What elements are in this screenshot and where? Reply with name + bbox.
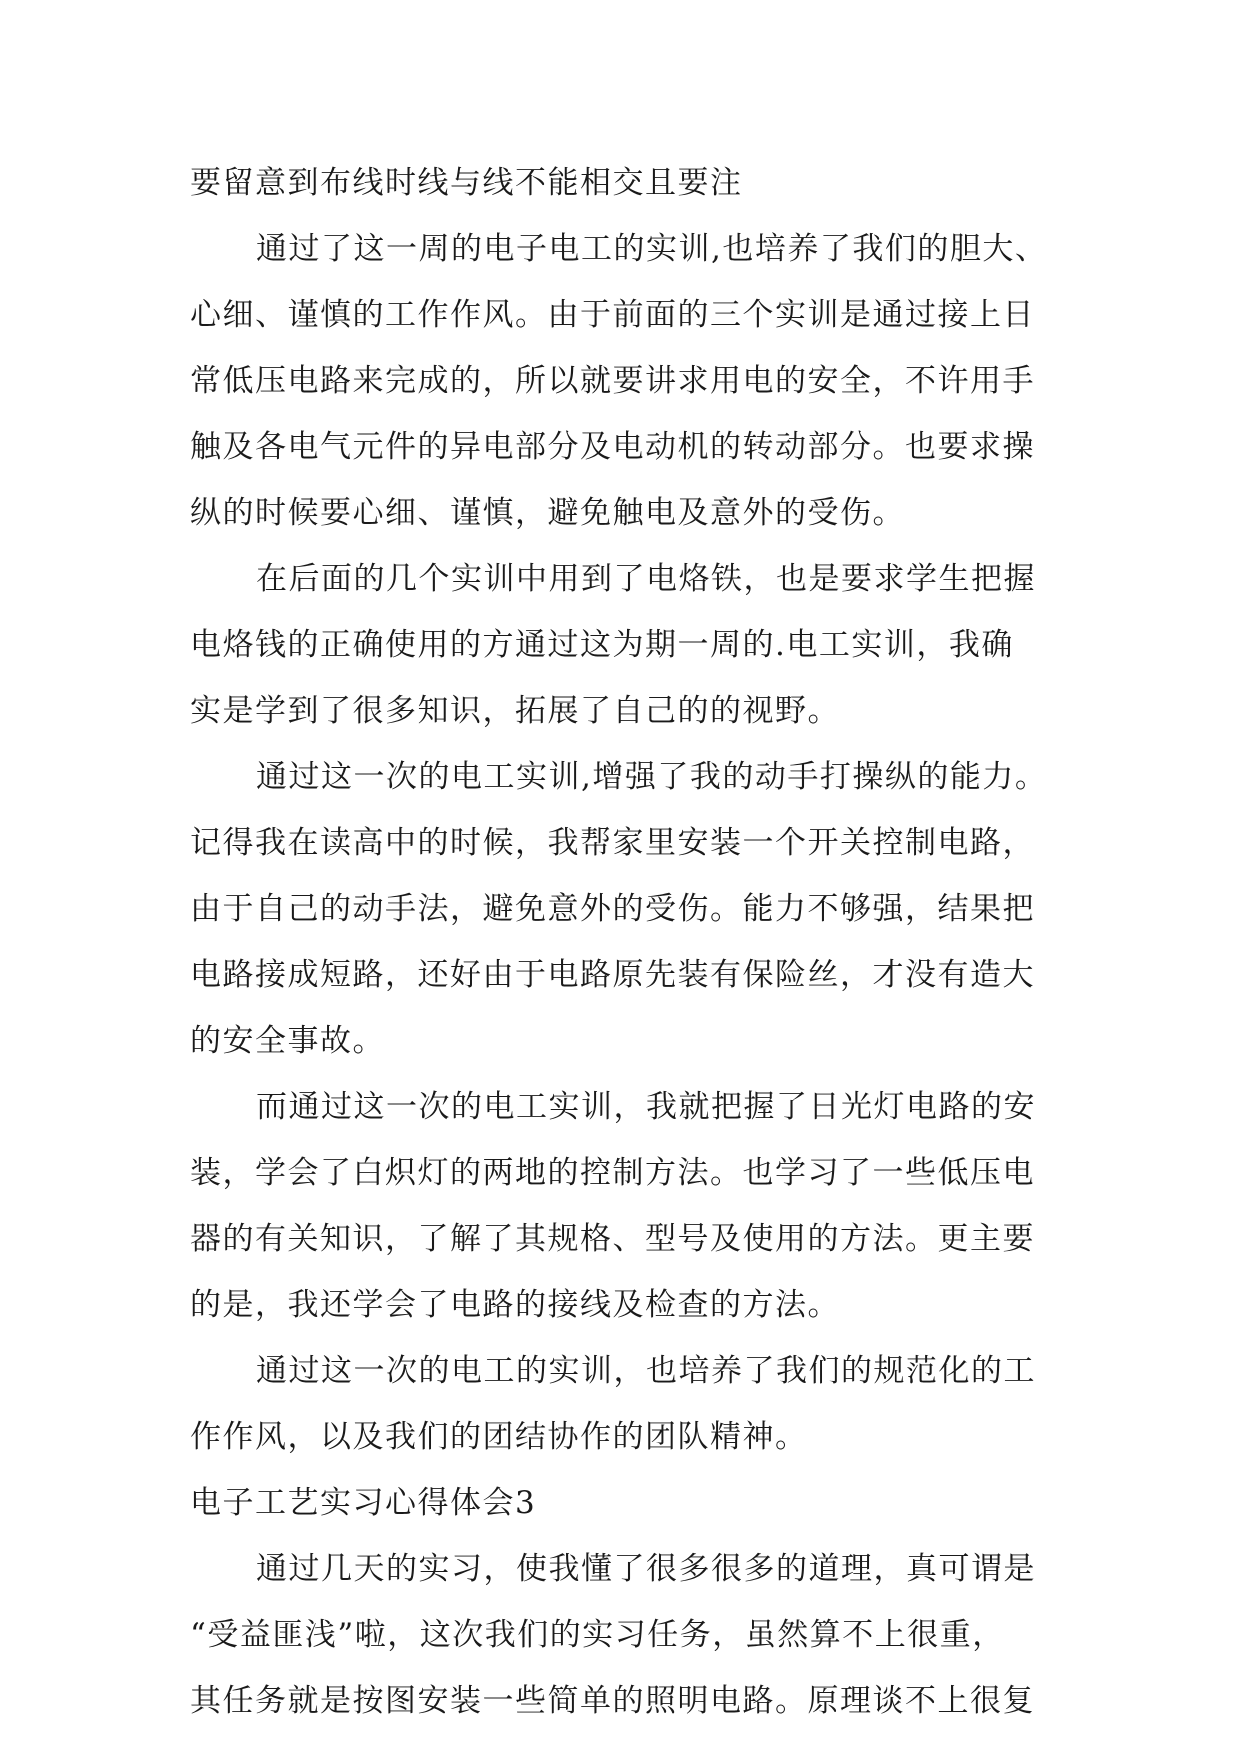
text-line: 的是，我还学会了电路的接线及检查的方法。: [190, 1287, 840, 1323]
text-line: 纵的时候要心细、谨慎，避免触电及意外的受伤。: [190, 495, 905, 531]
text-line: 常低压电路来完成的，所以就要讲求用电的安全，不许用手: [190, 363, 1035, 399]
text-line: 电路接成短路，还好由于电路原先装有保险丝，才没有造大: [190, 957, 1035, 993]
text-line: 其任务就是按图安装一些简单的照明电路。原理谈不上很复: [190, 1683, 1035, 1719]
text-line: 作作风，以及我们的团结协作的团队精神。: [190, 1419, 808, 1455]
text-line: 实是学到了很多知识，拓展了自己的的视野。: [190, 693, 840, 729]
text-line: 心细、谨慎的工作作风。由于前面的三个实训是通过接上日: [190, 297, 1035, 333]
text-line: 由于自己的动手法，避免意外的受伤。能力不够强，结果把: [190, 891, 1035, 927]
text-line: 在后面的几个实训中用到了电烙铁，也是要求学生把握: [256, 561, 1036, 597]
text-line: 记得我在读高中的时候，我帮家里安装一个开关控制电路，: [190, 825, 1035, 861]
text-line: 装，学会了白炽灯的两地的控制方法。也学习了一些低压电: [190, 1155, 1035, 1191]
text-line: 通过了这一周的电子电工的实训,也培养了我们的胆大、: [256, 231, 1048, 267]
text-line: 通过这一次的电工实训,增强了我的动手打操纵的能力。: [256, 759, 1048, 795]
text-line: 通过这一次的电工的实训，也培养了我们的规范化的工: [256, 1353, 1036, 1389]
text-line: “受益匪浅”啦，这次我们的实习任务，虽然算不上很重，: [190, 1617, 1005, 1653]
text-line: 的安全事故。: [190, 1023, 385, 1059]
text-line: 触及各电气元件的异电部分及电动机的转动部分。也要求操: [190, 429, 1035, 465]
text-line: 器的有关知识，了解了其规格、型号及使用的方法。更主要: [190, 1221, 1035, 1257]
text-line: 要留意到布线时线与线不能相交且要注: [190, 165, 743, 201]
text-line: 电烙钱的正确使用的方通过这为期一周的.电工实训，我确: [190, 627, 1014, 663]
section-heading: 电子工艺实习心得体会3: [190, 1485, 537, 1521]
text-line: 通过几天的实习，使我懂了很多很多的道理，真可谓是: [256, 1551, 1036, 1587]
text-line: 而通过这一次的电工实训，我就把握了日光灯电路的安: [256, 1089, 1036, 1125]
